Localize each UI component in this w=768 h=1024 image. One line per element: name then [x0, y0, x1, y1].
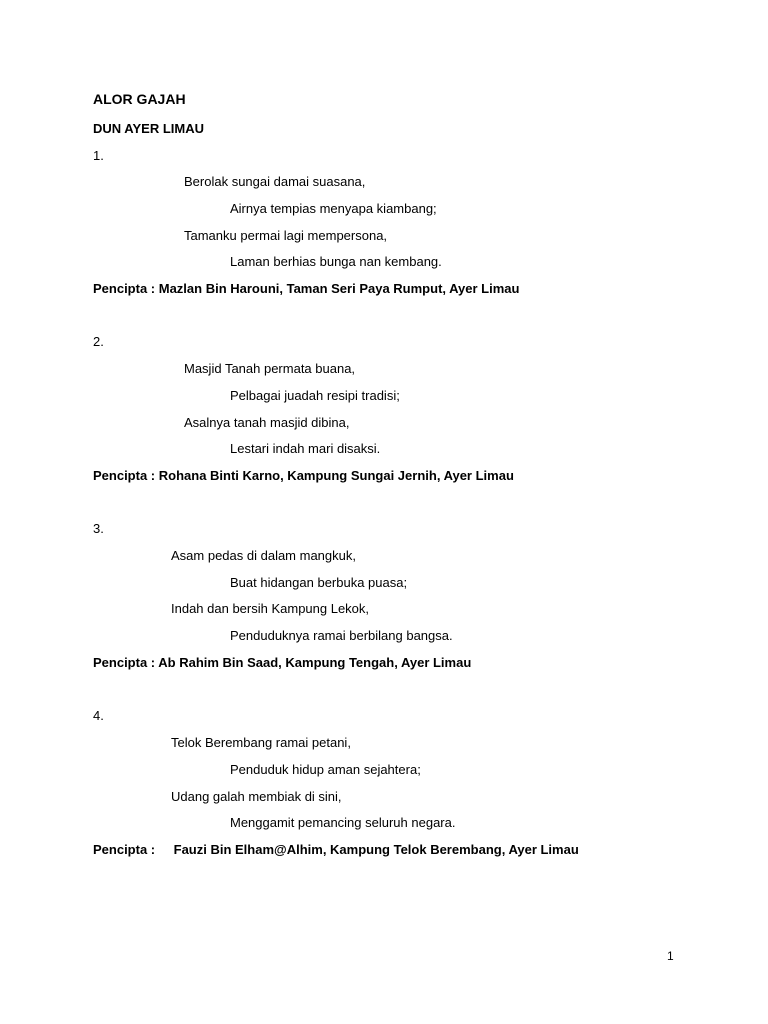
poem-line: Airnya tempias menyapa kiambang; — [230, 201, 437, 216]
poem-line: Tamanku permai lagi mempersona, — [184, 228, 388, 243]
poem-line: Penduduknya ramai berbilang bangsa. — [230, 628, 453, 643]
poem-line: Pelbagai juadah resipi tradisi; — [230, 388, 400, 403]
poem-number: 4. — [93, 708, 104, 723]
poem-line: Masjid Tanah permata buana, — [184, 361, 356, 376]
document-subtitle: DUN AYER LIMAU — [93, 121, 204, 136]
poem-line: Penduduk hidup aman sejahtera; — [230, 762, 421, 777]
poem-line: Asam pedas di dalam mangkuk, — [171, 548, 356, 563]
poem-line: Buat hidangan berbuka puasa; — [230, 575, 408, 590]
document-title: ALOR GAJAH — [93, 91, 186, 107]
credit-text: Fauzi Bin Elham@Alhim, Kampung Telok Berembang, Ayer Limau — [173, 842, 579, 857]
poem-number: 2. — [93, 334, 104, 349]
credit-label: Pencipta : — [93, 468, 156, 483]
poem-line: Laman berhias bunga nan kembang. — [230, 254, 442, 269]
poem-credit — [93, 655, 471, 671]
poem-credit — [93, 842, 579, 858]
credit-text: Mazlan Bin Harouni, Taman Seri Paya Rumput, Ayer Limau — [158, 281, 520, 296]
page-number: 1 — [667, 949, 674, 963]
poem-credit — [93, 468, 514, 484]
poem-line: Menggamit pemancing seluruh negara. — [230, 815, 456, 830]
poem-line: Asalnya tanah masjid dibina, — [184, 415, 350, 430]
poem-credit — [93, 281, 519, 297]
credit-label: Pencipta : — [93, 842, 156, 857]
poem-number: 1. — [93, 148, 104, 163]
poem-line: Indah dan bersih Kampung Lekok, — [171, 601, 370, 616]
poem-number: 3. — [93, 521, 104, 536]
poem-line: Lestari indah mari disaksi. — [230, 441, 381, 456]
credit-text: Ab Rahim Bin Saad, Kampung Tengah, Ayer Limau — [158, 655, 472, 670]
poem-line: Udang galah membiak di sini, — [171, 789, 342, 804]
credit-text: Rohana Binti Karno, Kampung Sungai Jernih, Ayer Limau — [158, 468, 514, 483]
poem-line: Telok Berembang ramai petani, — [171, 735, 351, 750]
credit-label: Pencipta : — [93, 281, 156, 296]
credit-label: Pencipta : — [93, 655, 156, 670]
poem-line: Berolak sungai damai suasana, — [184, 174, 366, 189]
